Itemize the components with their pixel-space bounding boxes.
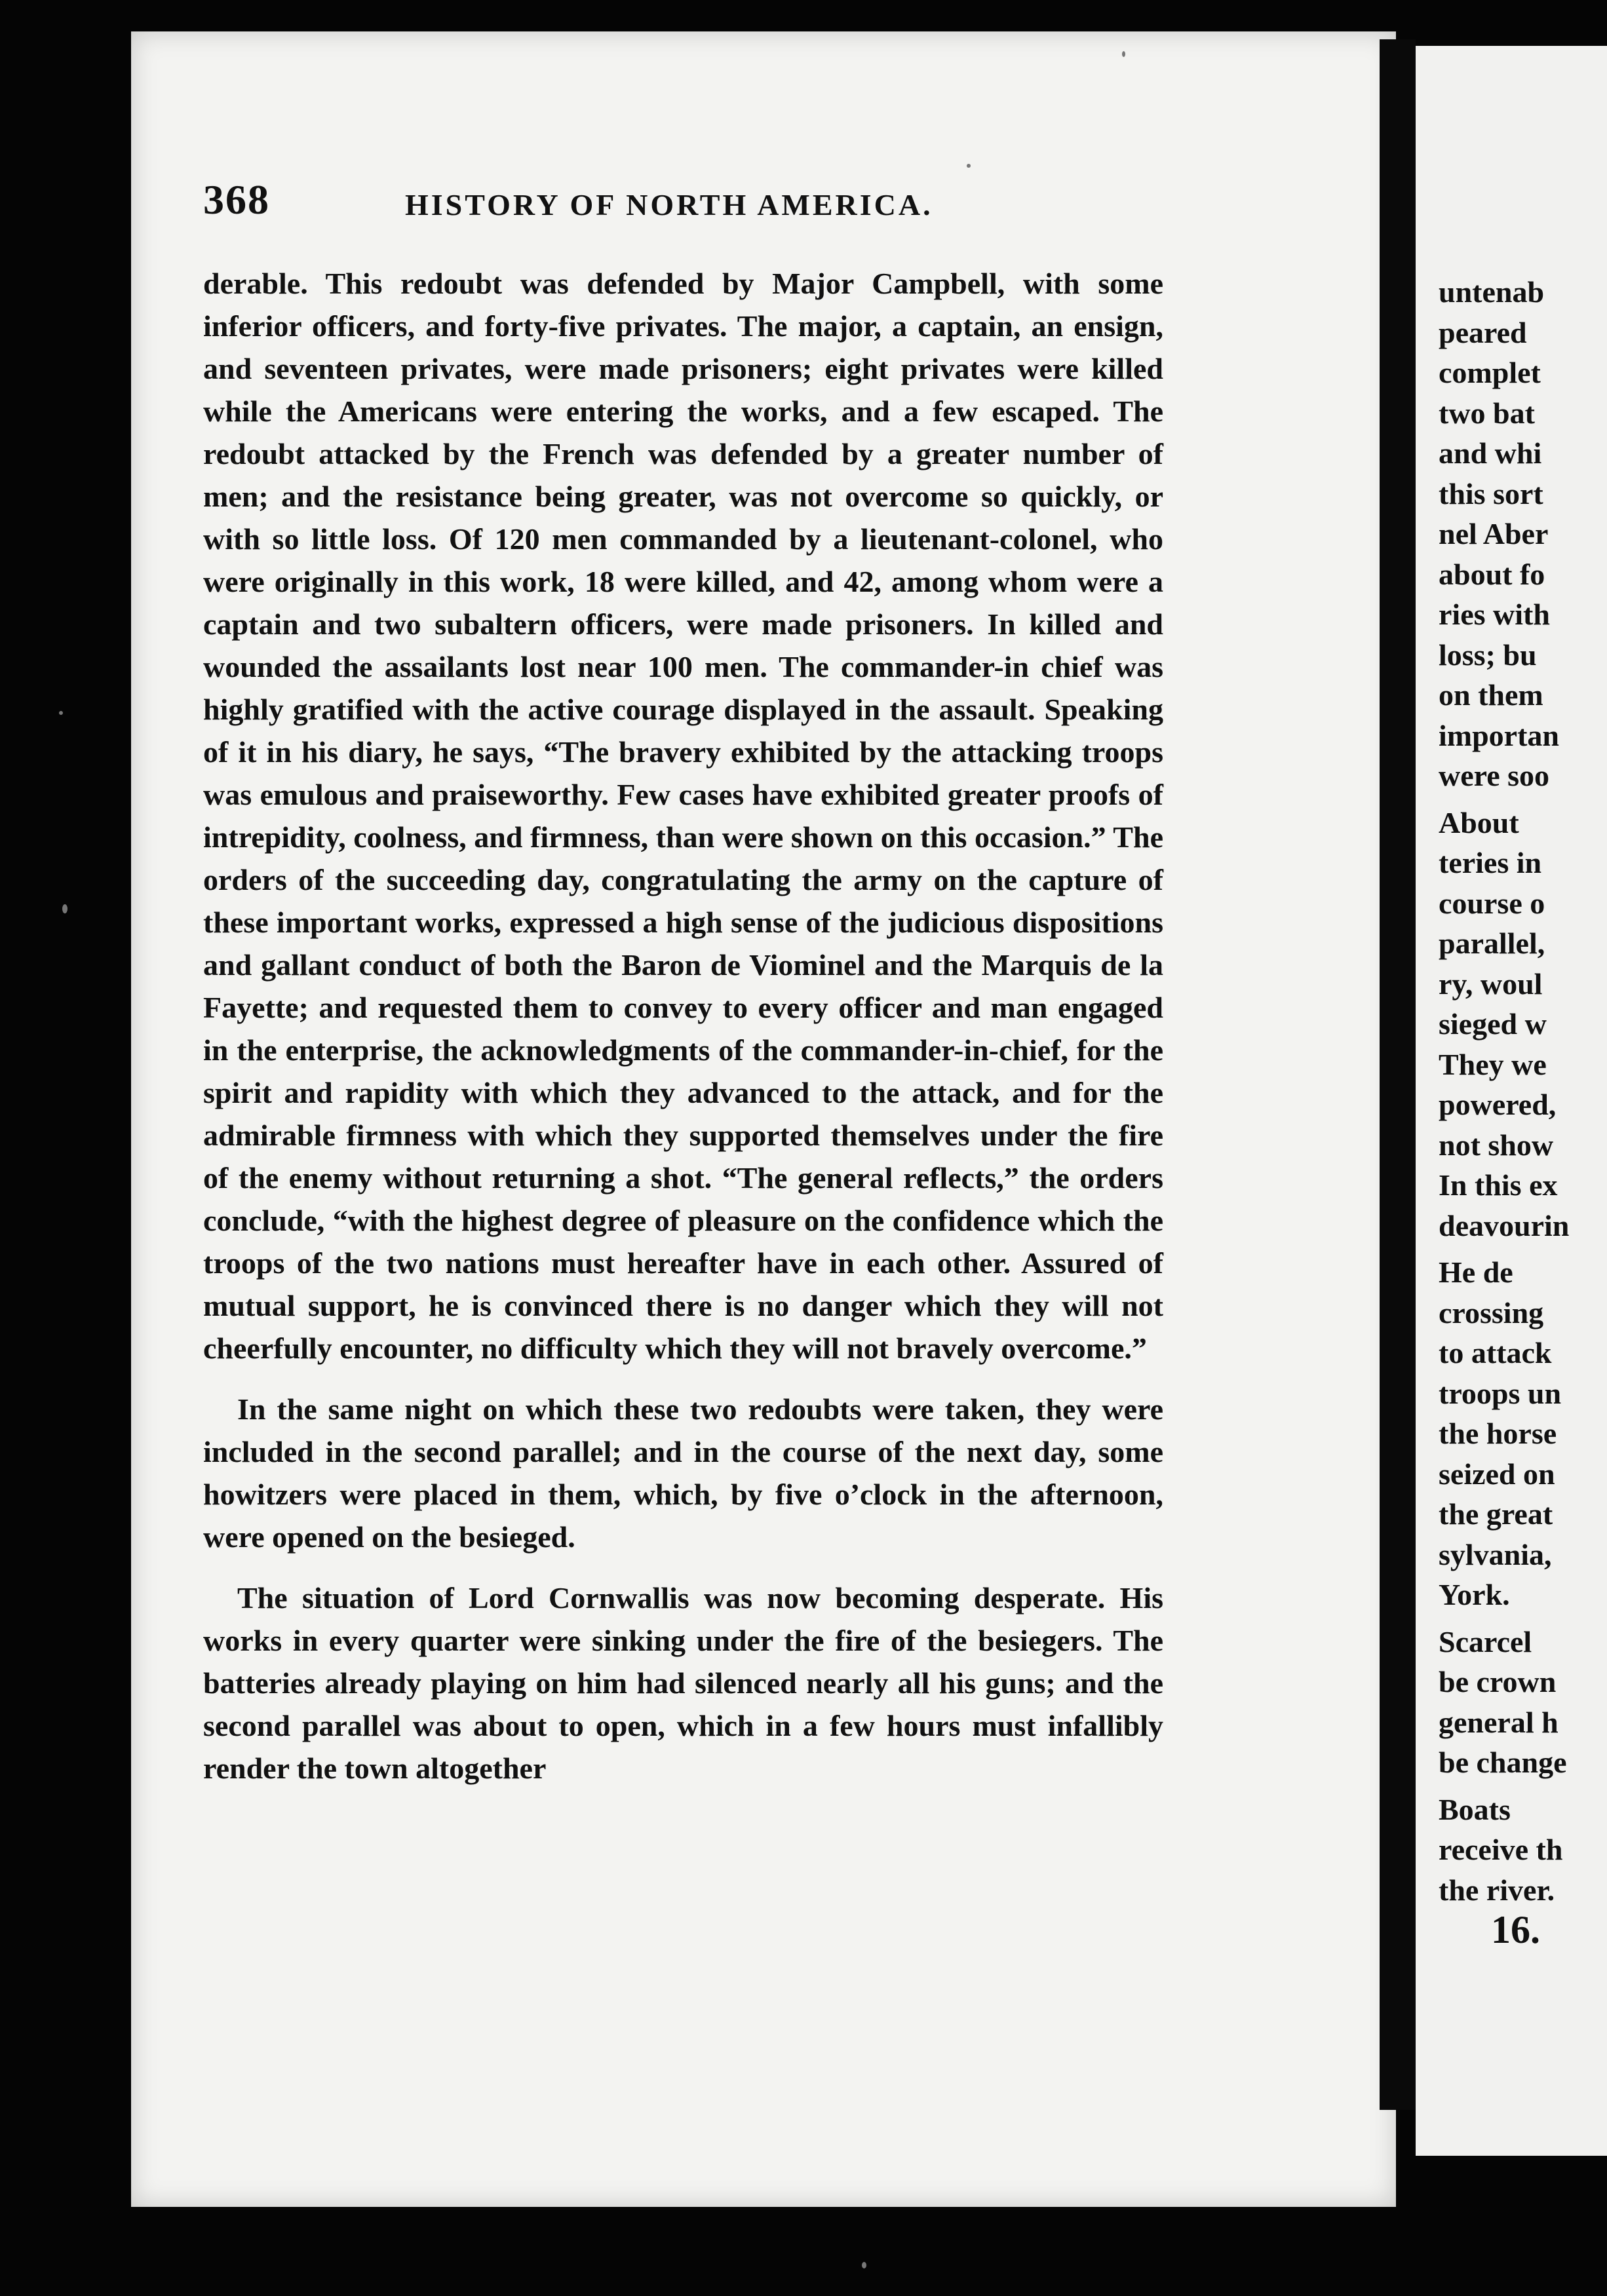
- right-line: course o: [1439, 886, 1545, 920]
- right-line: to attack: [1439, 1336, 1552, 1369]
- right-line: Scarcel: [1439, 1624, 1532, 1658]
- right-page-signature-number: 16.: [1491, 1908, 1540, 1951]
- right-line: about fo: [1439, 557, 1545, 591]
- right-line: troops un: [1439, 1376, 1562, 1410]
- paragraph: derable. This redoubt was defended by Major Campbell, with some inferior officers, and forty-five privates. The major, a captain, an ensign, and seventeen privates, were made prisoners; eight privates were killed while the Americans were entering the works, and a few escaped. The redoubt attacked by the French was defended by a greater number of men; and the resistance being greater, was not overcome so quickly, or with so little loss. Of 120 men commanded by a lieutenant-colonel, who were originally in this work, 18 were killed, and 42, among whom were a captain and two subaltern officers, were made prisoners. In killed and wounded the assailants lost near 100 men. The commander-in chief was highly gratified with the active courage displayed in the assault. Speaking of it in his diary, he says, “The bravery exhibited by the attacking troops was emulous and praiseworthy. Few cases have exhibited greater proofs of intrepidity, coolness, and firmness, than were shown on this occasion.” The orders of the succeeding day, congratulating the army on the capture of these important works, expressed a high sense of the judicious dispositions and gallant conduct of both the Baron de Viominel and the Marquis de la Fayette; and requested them to convey to every officer and man engaged in the enterprise, the acknowledgments of the commander-in-chief, for the spirit and rapidity with which they advanced to the attack, and for the admirable firmness with which they supported themselves under the fire of the enemy without returning a shot. “The general reflects,” the orders conclude, “with the highest degree of pleasure on the confidence which the troops of the two nations must hereafter have in each other. Assured of mutual support, he is convinced there is no danger which they will not cheerfully encounter, no difficulty which they will not bravely overcome.”: [203, 267, 1163, 1365]
- right-line: be change: [1439, 1746, 1567, 1779]
- page-number: 368: [203, 176, 270, 223]
- right-line: the horse: [1439, 1417, 1557, 1450]
- right-line: be crown: [1439, 1665, 1557, 1698]
- right-line: powered,: [1439, 1088, 1557, 1121]
- right-line: not show: [1439, 1128, 1554, 1162]
- right-line: nel Aber: [1439, 517, 1549, 550]
- right-line: and whi: [1439, 436, 1542, 470]
- right-line: In this ex: [1439, 1168, 1558, 1202]
- paragraph: In the same night on which these two redoubts were taken, they were included in the second parallel; and in the course of the next day, some howitzers were placed in them, which, by five o’clock in the afternoon, were opened on the besieged.: [203, 1392, 1163, 1554]
- right-line: About: [1439, 805, 1519, 839]
- right-line: were soo: [1439, 759, 1550, 792]
- right-line: loss; bu: [1439, 638, 1537, 672]
- right-line: general h: [1439, 1705, 1559, 1739]
- right-line: this sort: [1439, 476, 1543, 510]
- right-line: receive th: [1439, 1833, 1563, 1866]
- right-line: on them: [1439, 678, 1543, 712]
- right-line: He de: [1439, 1255, 1513, 1289]
- right-line: parallel,: [1439, 927, 1545, 960]
- right-line: importan: [1439, 718, 1559, 752]
- right-line: crossing: [1439, 1295, 1544, 1330]
- right-line: two bat: [1439, 396, 1535, 430]
- right-line: peared: [1439, 315, 1527, 349]
- right-line: the river.: [1439, 1873, 1555, 1907]
- right-line: seized on: [1439, 1457, 1555, 1491]
- right-line: ries with: [1439, 598, 1550, 631]
- right-line: Boats: [1439, 1792, 1511, 1826]
- right-page: [1416, 46, 1607, 2156]
- right-line: ry, woul: [1439, 966, 1543, 1001]
- right-line: sieged w: [1439, 1007, 1547, 1041]
- right-line: deavourin: [1439, 1208, 1570, 1242]
- right-line: teries in: [1439, 846, 1542, 879]
- right-line: York.: [1439, 1578, 1510, 1611]
- body-text: [203, 262, 1163, 1808]
- right-page-text: [1439, 272, 1607, 1951]
- book-gutter: [1380, 39, 1416, 2110]
- right-line: complet: [1439, 356, 1541, 389]
- running-head: [203, 176, 1127, 248]
- paragraph: The situation of Lord Cornwallis was now becoming desperate. His works in every quarter were sinking under the fire of the besiegers. The batteries already playing on him had silenced nearly all his guns; and the second parallel was about to open, which in a few hours must infallibly render the town altogether: [203, 1581, 1163, 1785]
- right-line: sylvania,: [1439, 1537, 1552, 1571]
- header-title: HISTORY OF NORTH AMERICA.: [405, 188, 933, 221]
- right-line: the great: [1439, 1497, 1553, 1531]
- right-line: They we: [1439, 1047, 1547, 1081]
- right-line: untenab: [1439, 275, 1545, 309]
